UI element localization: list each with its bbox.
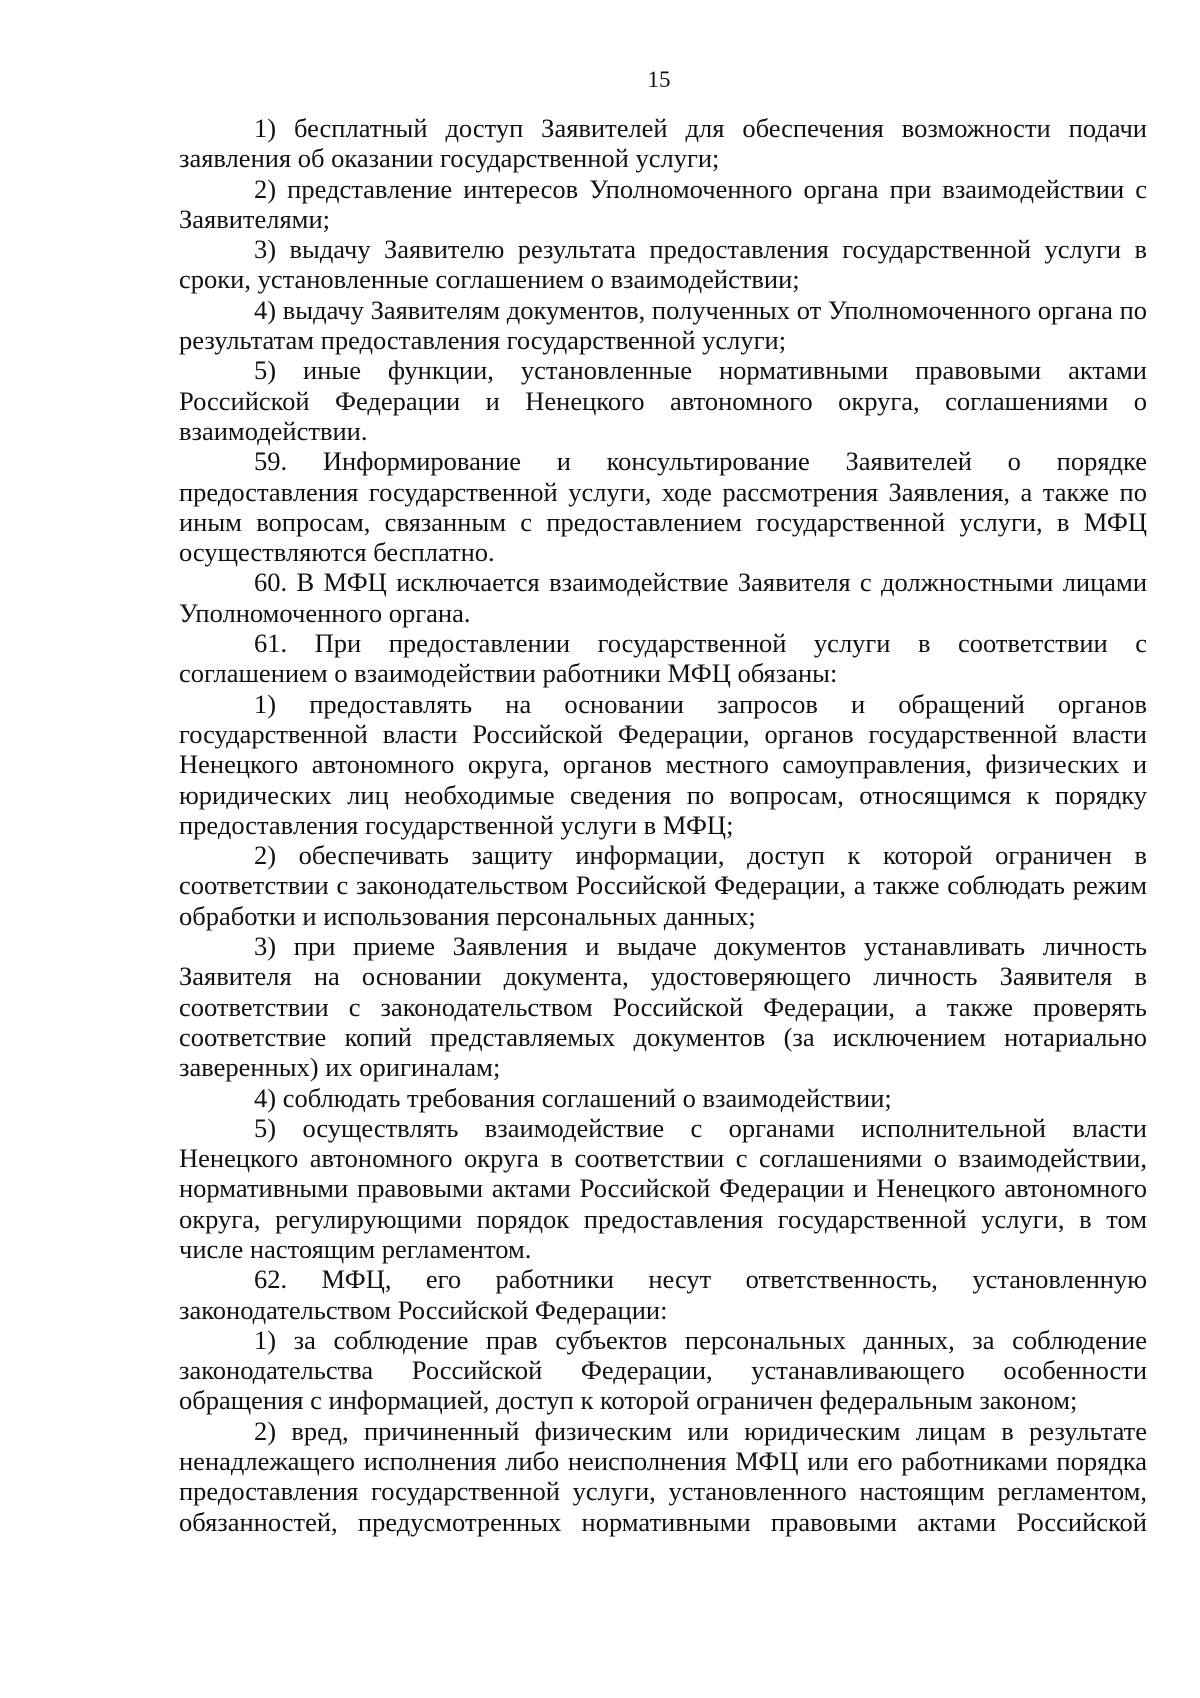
paragraph-61-5: 5) осуществлять взаимодействие с органами исполнительной власти Ненецкого автономного округа в соответствии с соглашениями о взаимодействии, нормативными правовыми актами Российской Федерации и Ненецкого автономного округа, регулирующими порядок предоставления государственной услуги, в том числе настоящим регламентом. — [179, 1112, 1147, 1264]
paragraph-60: 60. В МФЦ исключается взаимодействие Заявителя с должностными лицами Уполномоченного органа. — [179, 567, 1147, 628]
paragraph-62-2: 2) вред, причиненный физическим или юридическим лицам в результате ненадлежащего исполнения либо неисполнения МФЦ или его работниками порядка предоставления государственной услуги, установленного настоящим регламентом, обязанностей, предусмотренных нормативными правовыми актами Российской — [179, 1415, 1147, 1537]
paragraph-61-4: 4) соблюдать требования соглашений о взаимодействии; — [254, 1082, 892, 1113]
paragraph-62-1: 1) за соблюдение прав субъектов персональных данных, за соблюдение законодательства Российской Федерации, устанавливающего особенности обращения с информацией, доступ к которой ограничен федеральным законом; — [179, 1324, 1147, 1416]
paragraph-58-3: 3) выдачу Заявителю результата предоставления государственной услуги в сроки, установленные соглашением о взаимодействии; — [179, 234, 1147, 295]
paragraph-62: 62. МФЦ, его работники несут ответственность, установленную законодательством Российской Федерации: — [179, 1264, 1147, 1325]
paragraph-61: 61. При предоставлении государственной услуги в соответствии с соглашением о взаимодействии работники МФЦ обязаны: — [179, 628, 1147, 689]
paragraph-61-3: 3) при приеме Заявления и выдаче документов устанавливать личность Заявителя на основании документа, удостоверяющего личность Заявителя в соответствии с законодательством Российской Федерации, а также проверять соответствие копий представляемых документов (за исключением нотариально заверенных) их оригиналам; — [179, 931, 1147, 1083]
paragraph-61-2: 2) обеспечивать защиту информации, доступ к которой ограничен в соответствии с законодательством Российской Федерации, а также соблюдать режим обработки и использования персональных данных; — [179, 840, 1147, 931]
document-body — [179, 113, 1147, 1537]
page-number: 15 — [647, 67, 671, 92]
paragraph-61-1: 1) предоставлять на основании запросов и обращений органов государственной власти Российской Федерации, органов государственной власти Ненецкого автономного округа, органов местного самоуправления, физических и юридических лиц необходимые сведения по вопросам, относящимся к порядку предоставления государственной услуги в МФЦ; — [179, 688, 1147, 840]
paragraph-58-4: 4) выдачу Заявителям документов, полученных от Уполномоченного органа по результатам предоставления государственной услуги; — [179, 294, 1147, 356]
paragraph-58-1: 1) бесплатный доступ Заявителей для обеспечения возможности подачи заявления об оказании государственной услуги; — [179, 113, 1147, 174]
paragraph-58-2: 2) представление интересов Уполномоченного органа при взаимодействии с Заявителями; — [179, 173, 1147, 234]
paragraph-59: 59. Информирование и консультирование Заявителей о порядке предоставления государственной услуги, ходе рассмотрения Заявления, а также по иным вопросам, связанным с предоставлением государственной услуги, в МФЦ осуществляются бесплатно. — [179, 446, 1147, 568]
paragraph-58-5: 5) иные функции, установленные нормативными правовыми актами Российской Федерации и Ненецкого автономного округа, соглашениями о взаимодействии. — [179, 355, 1147, 446]
